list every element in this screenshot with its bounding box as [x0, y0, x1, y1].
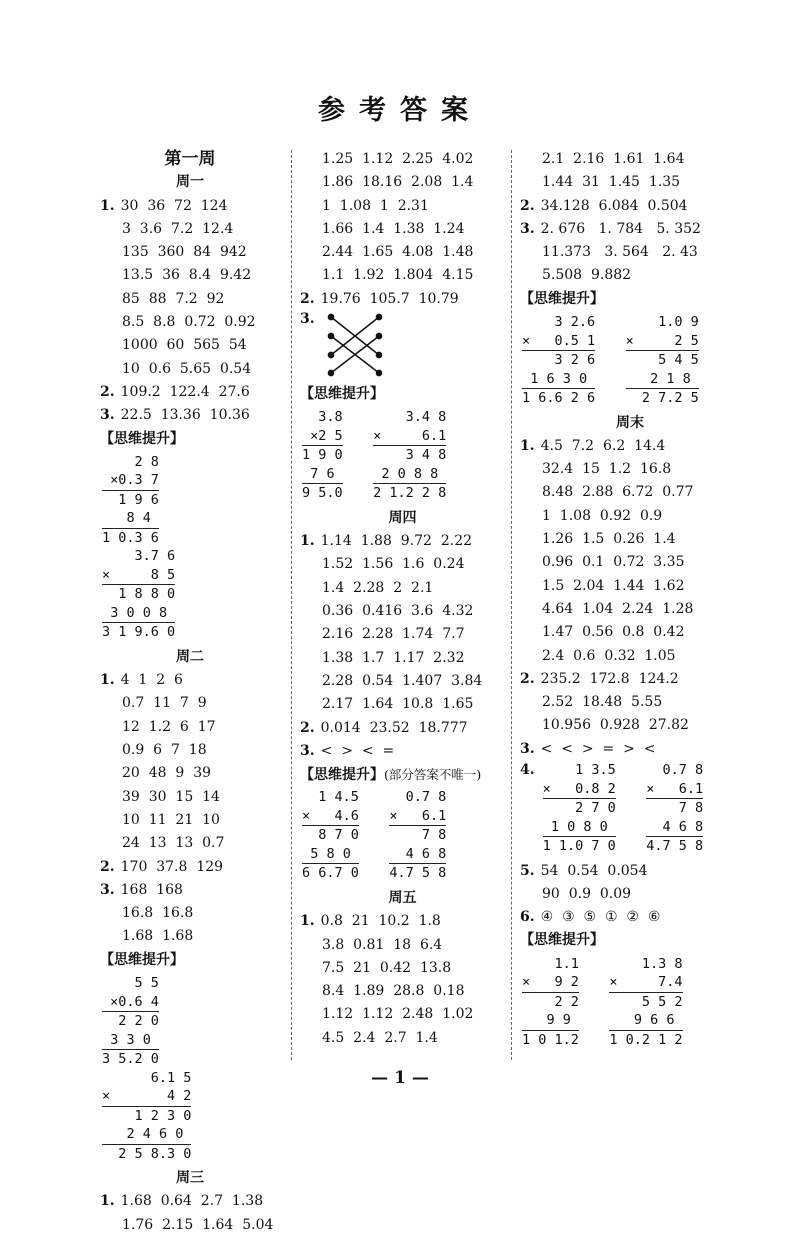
calc-row: ×2 5	[302, 427, 343, 447]
answer-line: 8.4 1.89 28.8 0.18	[322, 983, 465, 1000]
calc-row: 2 7 0	[575, 800, 616, 817]
answer-line: < > < =	[320, 742, 395, 759]
calc-row: 2.	[300, 290, 315, 307]
answer-line: 8.5 8.8 0.72 0.92	[122, 314, 256, 331]
calc-row: ×0.6 4	[102, 993, 159, 1013]
calc-row: 1 4.5	[318, 789, 359, 806]
answer-line: 10.956 0.928 27.82	[542, 717, 689, 734]
day-heading-tue: 周二	[176, 648, 204, 665]
calc-row: 1.1	[554, 955, 579, 972]
calc-row: 2.	[100, 383, 115, 400]
answer-line: 1.47 0.56 0.8 0.42	[542, 624, 685, 641]
column-3	[520, 148, 740, 1053]
calc-row: 4.7 5 8	[389, 865, 447, 882]
week-heading: 第一周	[164, 149, 216, 169]
calc-row: 2 4 6 0	[102, 1125, 191, 1145]
answer-line: 4 1 2 6	[120, 672, 183, 689]
answer-line: 2.17 1.64 10.8 1.65	[322, 696, 474, 713]
answer-line: 16.8 16.8	[122, 905, 194, 922]
calc-row: 3.	[300, 742, 315, 759]
answer-line: 12 1.2 6 17	[122, 718, 216, 735]
think-heading: 【思维提升】	[520, 290, 604, 307]
calc-row: 7 6	[302, 465, 343, 485]
answer-line: 1.38 1.7 1.17 2.32	[322, 649, 465, 666]
calc-row: × 6.1	[646, 780, 703, 800]
answer-line: 34.128 6.084 0.504	[540, 197, 688, 214]
calc-row: 3.	[100, 881, 115, 898]
calc-row: 2 2	[554, 993, 579, 1010]
calc-row: 0.7 8	[405, 789, 447, 806]
answer-line: 54 0.54 0.054	[540, 862, 648, 879]
answer-line: 1.25 1.12 2.25 4.02	[322, 151, 474, 167]
note-text: (部分答案不唯一)	[384, 767, 482, 783]
calc-row: 3.8	[318, 409, 343, 426]
answer-line: 1 1.08 0.92 0.9	[542, 507, 663, 524]
answer-line: 13.5 36 8.4 9.42	[122, 267, 252, 284]
calc-row: 1 6.6 2 6	[522, 390, 596, 407]
calc-row: 2.	[520, 670, 535, 687]
answer-line: 30 36 72 124	[120, 197, 228, 214]
vertical-calc	[102, 453, 159, 548]
vertical-calcs	[302, 788, 505, 883]
answer-line: 4.5 7.2 6.2 14.4	[540, 437, 666, 454]
answer-line: 39 30 15 14	[122, 788, 220, 805]
answer-line: 19.76 105.7 10.79	[320, 290, 459, 307]
calc-row: 2.	[100, 858, 115, 875]
calc-row: 2 0 8 8	[373, 465, 446, 485]
calc-row: 7 8	[678, 800, 704, 817]
vertical-calc	[102, 547, 175, 642]
answer-line: 3.8 0.81 18 6.4	[322, 936, 443, 953]
answer-line: 0.014 23.52 18.777	[320, 719, 468, 736]
answer-line: ④ ③ ⑤ ① ② ⑥	[540, 909, 661, 926]
answer-line: 2.4 0.6 0.32 1.05	[542, 647, 676, 664]
calc-row: 2.	[520, 197, 535, 214]
answer-line: 2.16 2.28 1.74 7.7	[322, 626, 465, 643]
think-heading: 【思维提升】	[300, 386, 384, 403]
answer-line: 1.68 1.68	[122, 928, 194, 945]
calc-row: 4 6 8	[389, 845, 446, 865]
answer-line: 1000 60 565 54	[122, 337, 247, 354]
day-heading-thu: 周四	[388, 509, 417, 526]
calc-row: 2 2 0	[118, 1013, 159, 1030]
answer-line: 1.5 2.04 1.44 1.62	[542, 577, 685, 594]
answer-line: 168 168	[120, 881, 183, 898]
answer-line: 1.14 1.88 9.72 2.22	[320, 533, 473, 550]
vertical-calcs	[102, 453, 280, 642]
think-heading: 【思维提升】	[520, 932, 604, 949]
calc-row: 3.	[100, 407, 115, 424]
answer-line: 135 360 84 942	[122, 244, 247, 261]
calc-row: 9 9	[522, 1011, 579, 1031]
calc-row: 3.7 6	[134, 548, 176, 565]
calc-row: 6.	[520, 909, 535, 926]
calc-row: 1 3.5	[575, 762, 616, 779]
answer-line: 11.373 3. 564 2. 43	[542, 244, 698, 261]
calc-row: 9 6 6	[609, 1011, 682, 1031]
calc-row: 2 1.2 2 8	[373, 485, 447, 502]
calc-row: × 7.4	[609, 973, 682, 993]
calc-row: 9 5.0	[302, 485, 343, 502]
answer-line: 85 88 7.2 92	[122, 290, 225, 307]
answer-line: 7.5 21 0.42 13.8	[322, 959, 452, 976]
calc-row: 1 8 8 0	[118, 586, 176, 603]
calc-row: 1 0 1.2	[522, 1031, 579, 1048]
answer-line: 0.8 21 10.2 1.8	[320, 913, 441, 930]
vertical-calcs	[543, 761, 704, 856]
column-divider-left	[291, 150, 292, 1060]
calc-row: 3 4 8	[405, 447, 447, 464]
vertical-calc	[646, 761, 703, 856]
answer-line: 32.4 15 1.2 16.8	[542, 461, 672, 478]
calc-row: 1 9 0	[302, 447, 343, 464]
calc-row: 4.	[520, 762, 535, 779]
calc-row: 1 6 3 0	[522, 370, 595, 390]
calc-row: 2 5 8.3 0	[118, 1145, 192, 1162]
answer-line: 235.2 172.8 124.2	[540, 670, 679, 687]
answer-line: 90 0.9 0.09	[542, 885, 632, 902]
calc-row: 3 3 0	[102, 1031, 159, 1051]
vertical-calc	[522, 313, 595, 408]
vertical-calc	[302, 788, 359, 883]
calc-row: 3 1 9.6 0	[102, 624, 176, 641]
calc-row: 6.1 5	[150, 1069, 192, 1086]
calc-row: 1 1.0 7 0	[542, 838, 616, 855]
calc-row: 5 5 2	[641, 993, 683, 1010]
calc-row: 1.	[300, 913, 315, 930]
calc-row: 1.	[100, 1193, 115, 1210]
calc-row: 1.	[300, 533, 315, 550]
calc-row: × 9 2	[522, 973, 579, 993]
calc-row: 1 0.3 6	[102, 529, 159, 546]
calc-row: 3 2.6	[554, 314, 596, 331]
calc-row: 1.	[100, 672, 115, 689]
answer-line: 1.4 2.28 2 2.1	[322, 579, 434, 596]
calc-row: 4.7 5 8	[646, 838, 704, 855]
calc-row: 8 7 0	[318, 827, 359, 844]
calc-row: 3.	[520, 740, 535, 757]
vertical-calc	[522, 955, 579, 1050]
page-number: — 1 —	[371, 1068, 429, 1088]
answer-line: 109.2 122.4 27.6	[120, 383, 250, 400]
calc-row: 2 7.2 5	[641, 390, 699, 407]
vertical-calcs	[522, 955, 740, 1050]
day-heading-mon: 周一	[176, 174, 204, 191]
calc-row: 3.4 8	[405, 409, 447, 426]
answer-line: 2.1 2.16 1.61 1.64	[542, 151, 685, 167]
think-heading: 【思维提升】	[300, 767, 384, 784]
answer-line: 0.96 0.1 0.72 3.35	[542, 554, 685, 571]
calc-row: 1.	[520, 437, 535, 454]
calc-row: 5 8 0	[302, 845, 359, 865]
calc-row: × 2 5	[626, 332, 699, 352]
calc-row: 8 4	[102, 509, 159, 529]
answer-line: 5.508 9.882	[542, 267, 632, 284]
calc-row: 0.7 8	[662, 762, 704, 779]
calc-row: 1 0 8 0	[543, 818, 616, 838]
calc-row: × 8 5	[102, 566, 175, 586]
answer-line: 0.36 0.416 3.6 4.32	[322, 603, 474, 620]
answer-line: 1.86 18.16 2.08 1.4	[322, 174, 474, 191]
answer-line: 2. 676 1. 784 5. 352	[540, 220, 701, 237]
calc-row: 4 6 8	[646, 818, 703, 838]
day-heading-wed: 周三	[176, 1170, 204, 1187]
calc-row: 1 9 6	[118, 491, 159, 508]
calc-row: × 4.6	[302, 807, 359, 827]
answer-line: 1 1.08 1 2.31	[322, 197, 429, 214]
answer-line: 1.52 1.56 1.6 0.24	[322, 556, 465, 573]
calc-row: 1.	[100, 197, 115, 214]
answer-line: 1.44 31 1.45 1.35	[542, 174, 681, 191]
calc-row: 5.	[520, 862, 535, 879]
answer-line: 1.76 2.15 1.64 5.04	[122, 1216, 274, 1233]
answer-line: < < > = > <	[540, 740, 656, 757]
calc-row: 1 0.2 1 2	[609, 1031, 683, 1048]
answer-line: 4.64 1.04 2.24 1.28	[542, 600, 694, 617]
answer-line: 1.68 0.64 2.7 1.38	[120, 1193, 264, 1210]
answer-line: 20 48 9 39	[122, 765, 212, 782]
calc-row: × 6.1	[389, 807, 446, 827]
vertical-calc	[609, 955, 682, 1050]
calc-row: 1.3 8	[641, 955, 683, 972]
calc-row: 2 1 8	[626, 370, 699, 390]
vertical-calc	[626, 313, 699, 408]
calc-row: 2 8	[134, 453, 159, 470]
vertical-calcs	[522, 313, 740, 408]
answer-line: 0.7 11 7 9	[122, 695, 207, 712]
calc-row: ×0.3 7	[102, 471, 159, 491]
calc-row: 7 8	[421, 827, 447, 844]
answer-line: 1.1 1.92 1.804 4.15	[322, 267, 474, 284]
calc-row: 3 5.2 0	[102, 1051, 159, 1068]
calc-row: × 6.1	[373, 427, 446, 447]
answer-line: 1.26 1.5 0.26 1.4	[542, 531, 676, 548]
vertical-calc	[302, 408, 343, 503]
calc-row: 5 5	[134, 975, 159, 992]
calc-row: 3 2 6	[554, 352, 596, 369]
calc-row: 3 0 0 8	[102, 604, 175, 624]
answer-line: 0.9 6 7 18	[122, 742, 207, 759]
answer-line: 8.48 2.88 6.72 0.77	[542, 484, 694, 501]
answer-line: 22.5 13.36 10.36	[120, 407, 250, 424]
vertical-calc	[373, 408, 446, 503]
day-heading-weekend: 周末	[616, 414, 644, 431]
answer-line: 4.5 2.4 2.7 1.4	[322, 1029, 438, 1046]
vertical-calcs	[302, 408, 505, 503]
answer-line: 2.52 18.48 5.55	[542, 694, 663, 711]
answer-line: 1.66 1.4 1.38 1.24	[322, 220, 465, 237]
answer-line: 24 13 13 0.7	[122, 835, 225, 852]
matching-lines-diagram	[325, 311, 385, 381]
vertical-calc	[389, 788, 446, 883]
day-heading-fri: 周五	[388, 889, 417, 906]
page-title: 参考答案	[318, 95, 482, 126]
calc-row: 2.	[300, 719, 315, 736]
answer-line: 170 37.8 129	[120, 858, 224, 875]
think-heading: 【思维提升】	[100, 951, 184, 968]
vertical-calc	[102, 974, 159, 1069]
calc-row: 3.	[300, 311, 315, 328]
column-2	[300, 148, 505, 1050]
calc-row: 5 4 5	[658, 352, 699, 369]
calc-row: 6 6.7 0	[302, 865, 359, 882]
calc-row: × 0.5 1	[522, 332, 595, 352]
calc-row: × 4 2	[102, 1087, 191, 1107]
answer-line: 2.28 0.54 1.407 3.84	[322, 672, 483, 689]
think-heading: 【思维提升】	[100, 430, 184, 447]
calc-row: 1 2 3 0	[134, 1107, 192, 1124]
calc-row: × 0.8 2	[543, 780, 616, 800]
answer-line: 3 3.6 7.2 12.4	[122, 220, 234, 237]
answer-line: 2.44 1.65 4.08 1.48	[322, 244, 474, 261]
answer-line: 10 0.6 5.65 0.54	[122, 360, 252, 377]
answer-line: 10 11 21 10	[122, 811, 220, 828]
vertical-calc	[543, 761, 616, 856]
answer-line: 1.12 1.12 2.48 1.02	[322, 1006, 474, 1023]
calc-row: 3.	[520, 220, 535, 237]
column-divider-right	[511, 150, 512, 1060]
calc-row: 1.0 9	[658, 314, 699, 331]
